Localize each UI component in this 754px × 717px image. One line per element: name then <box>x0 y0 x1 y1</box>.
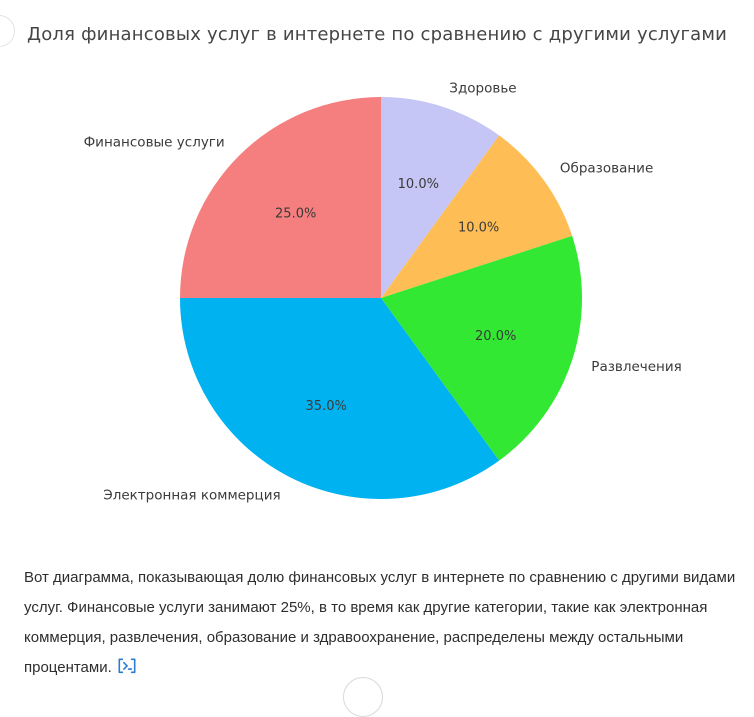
code-terminal-icon[interactable] <box>117 655 137 685</box>
pie-slice-5 <box>180 97 381 298</box>
slice-percent-label: 20.0% <box>475 328 517 344</box>
slice-label: Финансовые услуги <box>83 134 225 151</box>
slice-percent-label: 10.0% <box>397 176 439 192</box>
chart-title: Доля финансовых услуг в интернете по сравнению с другими услугами <box>26 24 728 45</box>
slice-label: Образование <box>559 160 654 177</box>
slice-label: Здоровье <box>449 80 517 97</box>
slice-percent-label: 35.0% <box>305 399 347 415</box>
slice-label: Электронная коммерция <box>103 487 281 504</box>
scroll-to-bottom-button[interactable] <box>343 677 383 717</box>
slice-percent-label: 10.0% <box>457 220 500 236</box>
slice-percent-label: 25.0% <box>275 206 317 222</box>
response-text <box>24 563 736 685</box>
slice-label: Развлечения <box>591 359 682 376</box>
response-text-content: Вот диаграмма, показывающая долю финансовых услуг в интернете по сравнению с другими видами услуг. Финансовые услуги занимают 25%, в то время как другие категории, такие как электронная коммерция, развлечения, образование и здравоохранение, распределены между остальными процентами. <box>24 569 736 676</box>
